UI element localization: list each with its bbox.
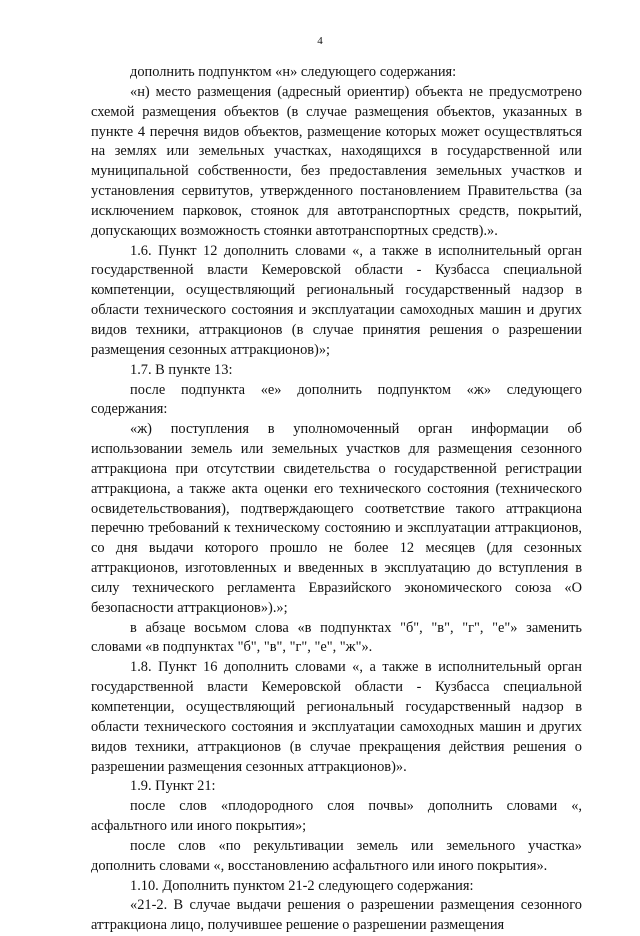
paragraph-add-subpoint-n: дополнить подпунктом «н» следующего содержания: bbox=[130, 64, 457, 80]
paragraph-item-1-10: 1.10. Дополнить пунктом 21-2 следующего содержания: bbox=[130, 877, 474, 894]
paragraph-item-1-8: 1.8. Пункт 16 дополнить словами «, а также в исполнительный орган государственной власти Кемеровской области - Кузбасса специальной компетенции, осуществляющий региональный государственный надзор в области технического состояния и эксплуатации самоходных машин и других видов техники, аттракционов (в случае прекращения действия решения о разрешении размещения сезонных аттракционов)». bbox=[91, 659, 582, 775]
paragraph-paragraph-eight-replace: в абзаце восьмом слова «в подпунктах "б", "в", "г", "е"» заменить словами «в подпунктах "б", "в", "г", "е", "ж"». bbox=[91, 619, 582, 656]
paragraph-add-subpoint-zh: после подпункта «е» дополнить подпунктом «ж» следующего содержания: bbox=[91, 381, 582, 418]
page-number: 4 bbox=[317, 35, 323, 47]
paragraph-item-1-9: 1.9. Пункт 21: bbox=[130, 778, 216, 795]
paragraph-after-recultivation: после слов «по рекультивации земель или земельного участка» дополнить словами «, восстановлению асфальтного или иного покрытия». bbox=[91, 837, 582, 874]
paragraph-subpoint-zh-text: «ж) поступления в уполномоченный орган информации об использовании земель или земельных участков для размещения сезонного аттракциона при отсутствии свидетельства о государственной регистрации аттракциона, а также акта оценки его технического состояния (технического освидетельствования), подтверждающего соответствие такого аттракциона перечню требований к техническому состоянию и эксплуатации аттракционов, со дня выдачи которого прошло не более 12 месяцев (для сезонных аттракционов, изготовленных и введенных в эксплуатацию до вступления в силу технического регламента Евразийского экономического союза «О безопасности аттракционов»).»; bbox=[91, 421, 582, 616]
paragraph-subpoint-n-text: «н) место размещения (адресный ориентир) объекта не предусмотрено схемой размещения объектов (в случае размещения объектов, указанных в пункте 4 перечня видов объектов, размещение которых может осуществляться на землях или земельных участках, находящихся в государственной или муниципальной собственности, без предоставления земельных участков и установления сервитутов, утвержденного постановлением Правительства (за исключением парковок, стоянок для автотранспортных средств, покрытий, допускающих возможность стоянки автотранспортных средств).». bbox=[91, 83, 582, 239]
paragraph-after-fertile-layer: после слов «плодородного слоя почвы» дополнить словами «, асфальтного или иного покрытия»; bbox=[91, 798, 582, 835]
paragraph-item-1-7: 1.7. В пункте 13: bbox=[130, 361, 233, 378]
document-body bbox=[91, 63, 582, 936]
paragraph-item-21-2-start: «21-2. В случае выдачи решения о разрешении размещения сезонного аттракциона лицо, получившее решение о разрешении размещения bbox=[91, 897, 582, 934]
paragraph-item-1-6: 1.6. Пункт 12 дополнить словами «, а также в исполнительный орган государственной власти Кемеровской области - Кузбасса специальной компетенции, осуществляющий региональный государственный надзор в области технического состояния и эксплуатации самоходных машин и других видов техники, аттракционов (в случае принятия решения о разрешении размещения сезонных аттракционов)»; bbox=[91, 242, 582, 358]
